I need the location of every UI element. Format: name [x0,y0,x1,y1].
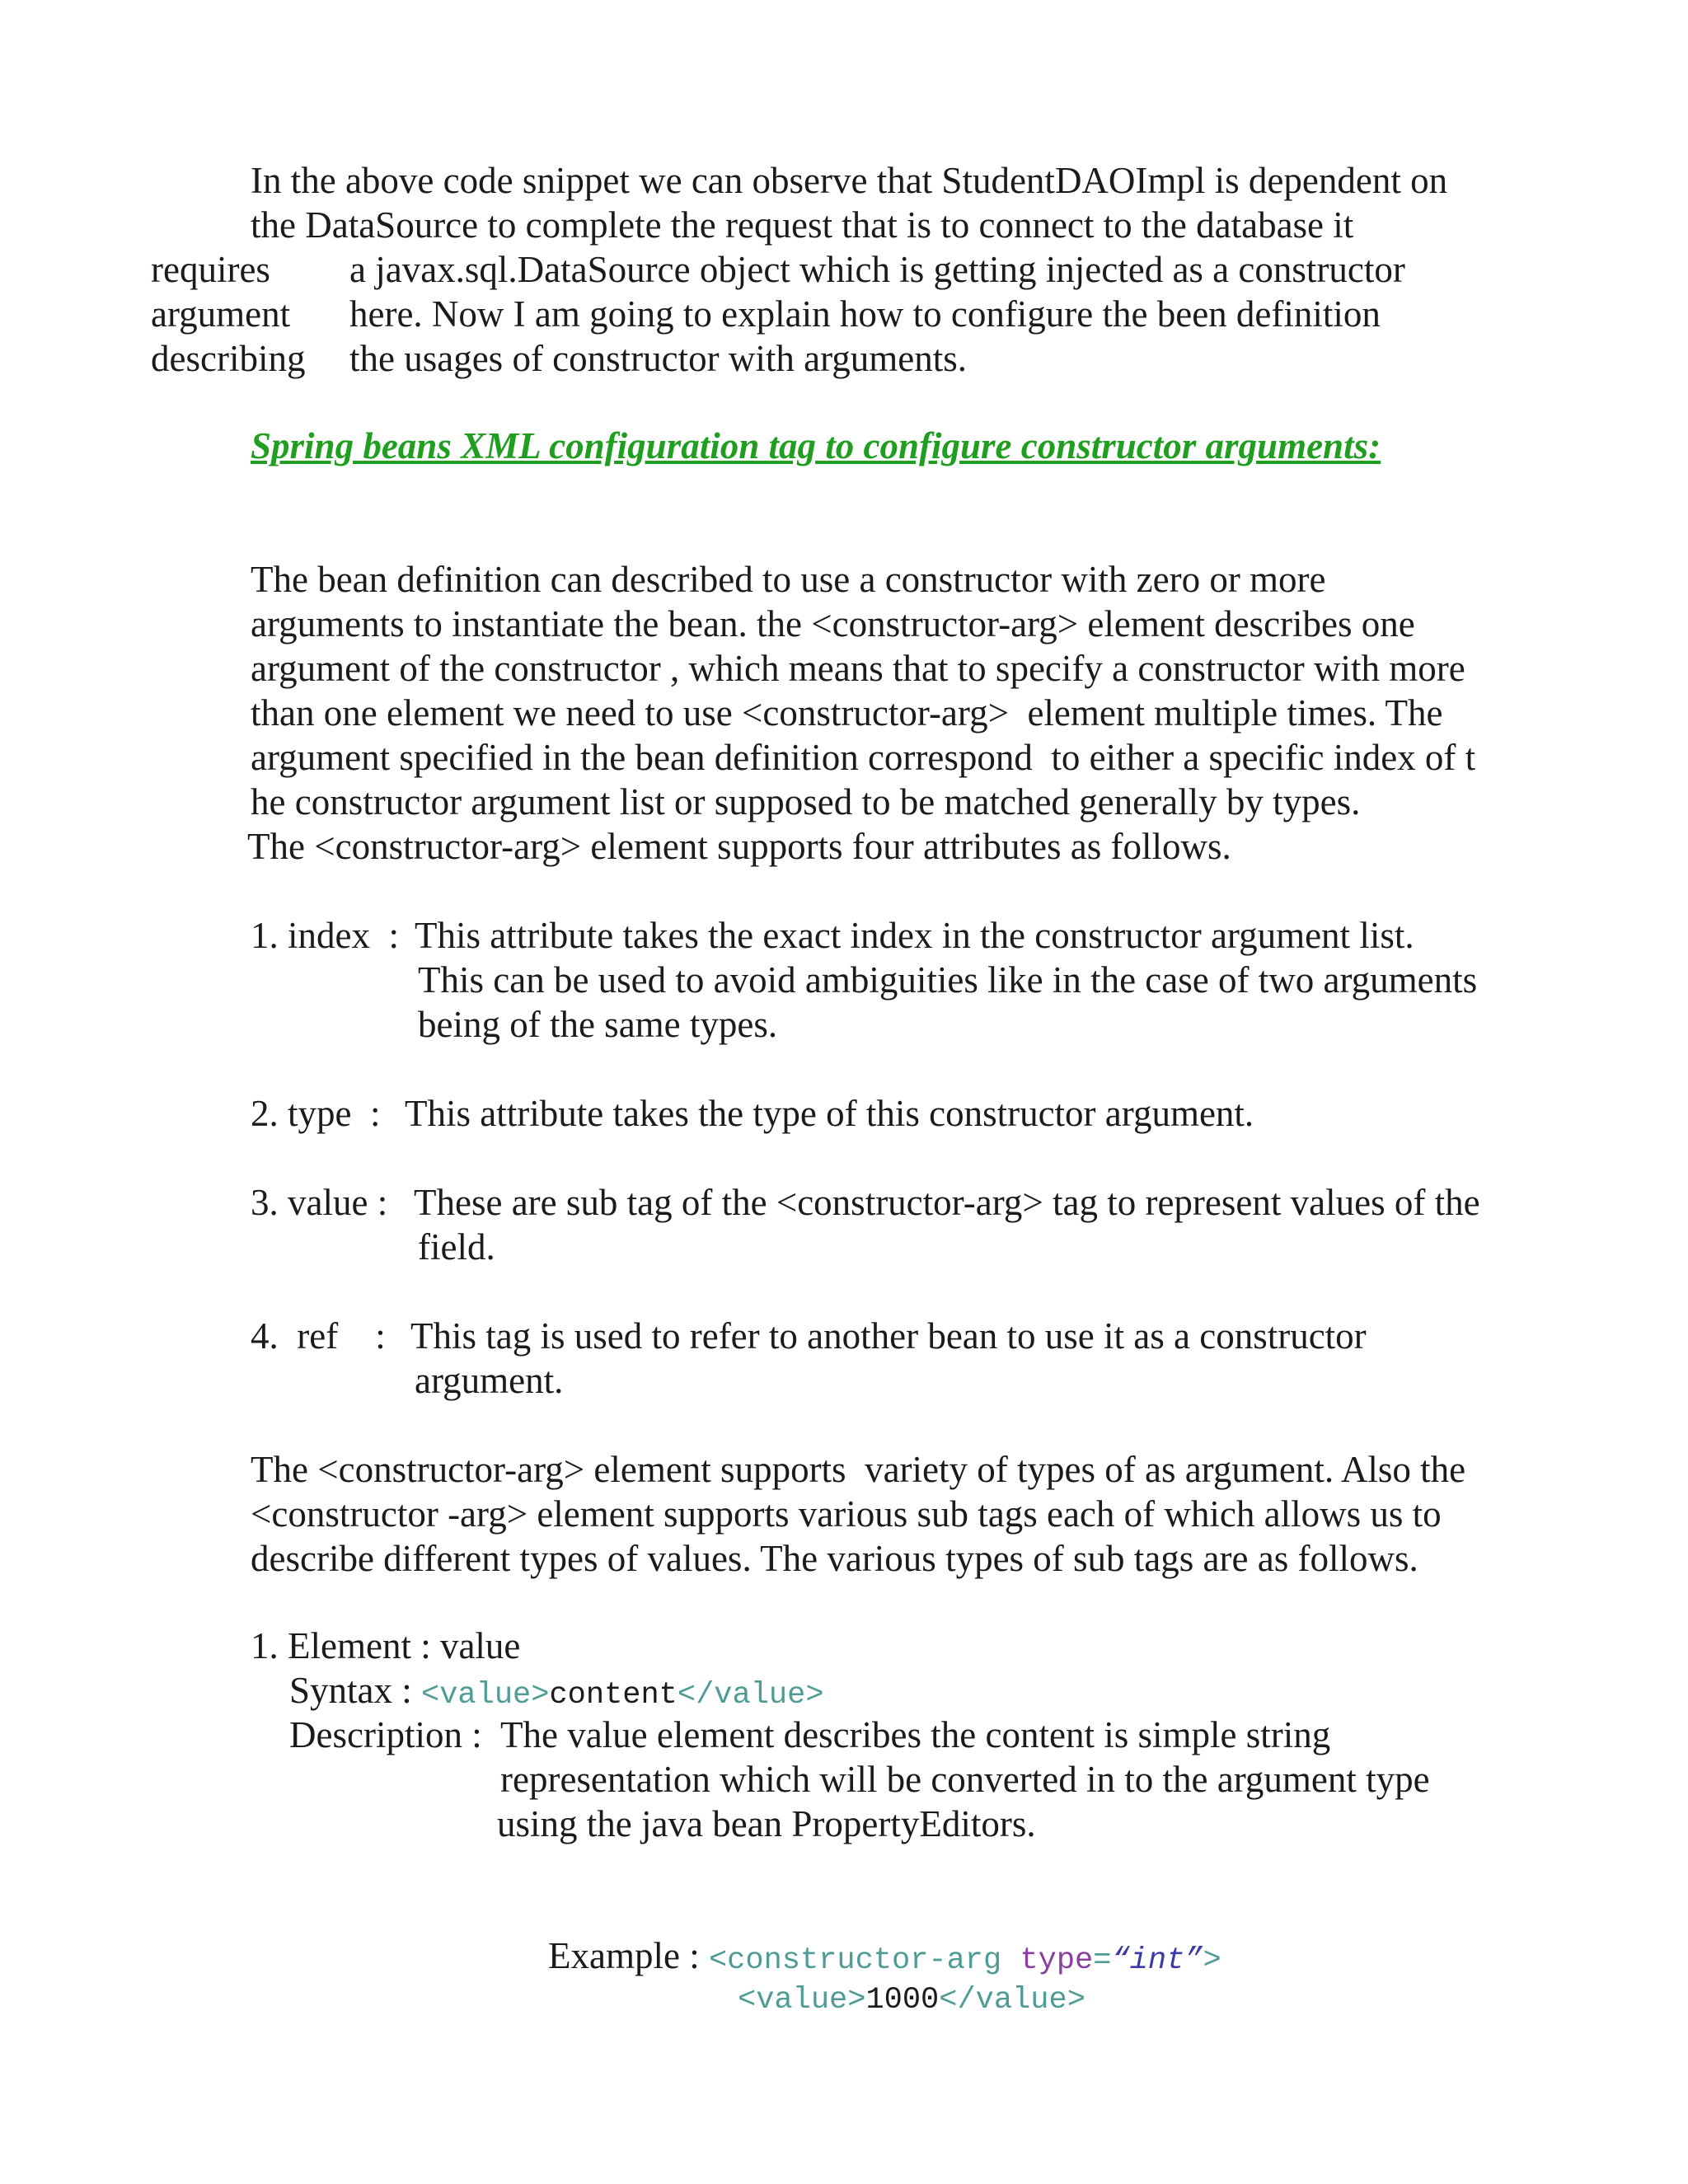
intro-line-1: In the above code snippet we can observe that StudentDAOImpl is dependent on [251,160,1448,201]
example-value-line [738,1973,1085,2022]
attribute-type-desc: This attribute takes the type of this constructor argument. [405,1093,1254,1134]
attribute-ref-desc: This tag is used to refer to another bean to use it as a constructor [410,1315,1367,1357]
margin-word-requires: requires [151,249,270,290]
paragraph1-line: The bean definition can described to use a constructor with zero or more [251,559,1326,600]
attribute-ref-desc: argument. [415,1360,564,1401]
description-line: The value element describes the content is simple string [500,1714,1331,1755]
attribute-index-desc: being of the same types. [418,1004,778,1045]
paragraph2-line: describe different types of values. The various types of sub tags are as follows. [251,1538,1418,1579]
syntax-line [289,1668,824,1718]
paragraph1-line: The <constructor-arg> element supports four attributes as follows. [247,826,1231,867]
paragraph2-line: <constructor -arg> element supports various sub tags each of which allows us to [251,1493,1442,1535]
paragraph1-line: arguments to instantiate the bean. the <constructor-arg> element describes one [251,603,1415,644]
example-value-content: 1000 [865,1983,940,2018]
attribute-type-label: 2. type : [251,1093,399,1134]
attribute-ref-label: 4. ref : [251,1315,405,1357]
description-line: representation which will be converted in to the argument type [500,1759,1430,1800]
example-value-open: <value> [738,1983,866,2018]
description-label: Description : [289,1714,491,1755]
attribute-value-desc: field. [418,1226,495,1268]
paragraph1-line: than one element we need to use <constructor-arg> element multiple times. The [251,692,1443,733]
example-tag-end: > [1203,1943,1221,1978]
intro-line-2: the DataSource to complete the request that is to connect to the database it [251,204,1354,246]
syntax-open-tag: <value> [421,1678,550,1713]
syntax-close-tag: </value> [677,1678,824,1713]
intro-line-3: a javax.sql.DataSource object which is getting injected as a constructor [349,249,1405,290]
intro-line-5: the usages of constructor with arguments. [349,338,968,379]
attribute-index-label: 1. index : [251,915,409,956]
example-attr-value: “int” [1111,1943,1203,1978]
paragraph1-line: argument of the constructor , which means that to specify a constructor with more [251,648,1465,689]
attribute-index-desc: This can be used to avoid ambiguities like in the case of two arguments [418,959,1478,1001]
attribute-index-desc: This attribute takes the exact index in the constructor argument list. [415,915,1414,956]
intro-line-4: here. Now I am going to explain how to configure the been definition [349,293,1381,335]
paragraph1-line: argument specified in the bean definition correspond to either a specific index of t [251,737,1476,778]
margin-word-argument: argument [151,293,291,335]
element-title: 1. Element : value [251,1625,521,1666]
attribute-value-label: 3. value : [251,1182,406,1223]
attribute-value-desc: These are sub tag of the <constructor-arg> tag to represent values of the [414,1182,1480,1223]
description-line: using the java bean PropertyEditors. [497,1803,1036,1844]
paragraph1-line: he constructor argument list or supposed to be matched generally by types. [251,781,1361,823]
example-equals: = [1093,1943,1112,1978]
syntax-label: Syntax : [289,1670,422,1711]
margin-word-describing: describing [151,338,306,379]
syntax-content: content [549,1678,678,1713]
example-label: Example : [548,1935,709,1976]
example-attr-name: type [1020,1943,1094,1978]
section-heading: Spring beans XML configuration tag to configure constructor arguments: [251,425,1381,466]
example-value-close: </value> [939,1983,1085,2018]
example-tag-open: <constructor-arg [708,1943,1020,1978]
paragraph2-line: The <constructor-arg> element supports variety of types of as argument. Also the [251,1449,1466,1490]
